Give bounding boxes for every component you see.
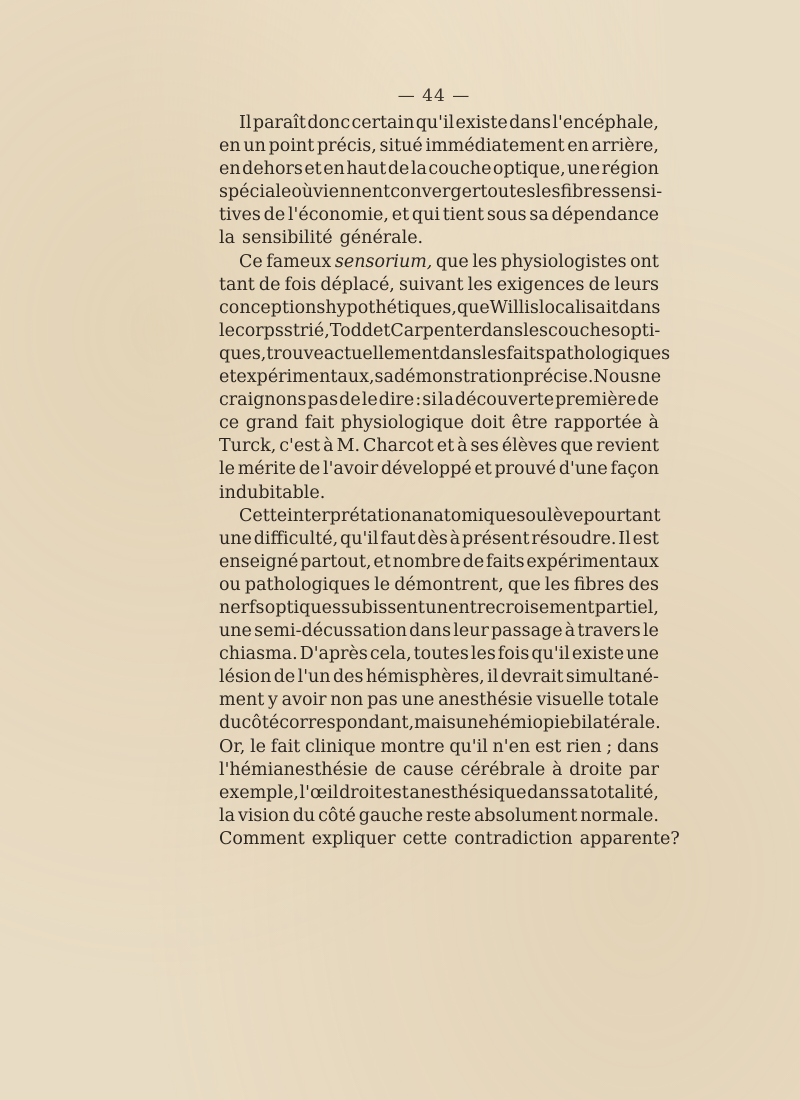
text-line: exemple, l'œil droit est anesthésique dans sa totalité, <box>219 782 659 803</box>
text-line: une difficulté, qu'il faut dès à présent résoudre. Il est <box>219 528 659 549</box>
text-line: nerfs optiques subissent un entrecroisement partiel, <box>219 597 659 618</box>
text-line: le mérite de l'avoir développé et prouvé d'une façon <box>219 459 659 480</box>
text-line: ment y avoir non pas une anesthésie visuelle totale <box>219 690 659 711</box>
text-line: craignons pas de le dire : si la découverte première de <box>219 390 659 411</box>
text-line: Ce fameux sensorium, que les physiologistes ont <box>239 251 659 272</box>
body-text <box>219 112 680 851</box>
text-line: en un point précis, situé immédiatement en arrière, <box>219 136 659 157</box>
text-line: lésion de l'un des hémisphères, il devrait simultané- <box>219 667 659 688</box>
text-line: ce grand fait physiologique doit être rapportée à <box>219 413 659 434</box>
text-line: le corps strié, Todd et Carpenter dans les couches opti- <box>219 320 661 341</box>
paragraph <box>219 251 671 505</box>
text-line: Cette interprétation anatomique soulève pourtant <box>239 505 661 526</box>
text-line: chiasma. D'après cela, toutes les fois qu'il existe une <box>219 644 659 665</box>
text-line: une semi-décussation dans leur passage à travers le <box>219 621 659 642</box>
text-line: Turck, c'est à M. Charcot et à ses élèves que revient <box>219 436 659 457</box>
text-line: la vision du côté gauche reste absolument normale. <box>219 805 659 826</box>
text-line: Comment expliquer cette contradiction apparente? <box>219 828 680 849</box>
text-line: Or, le fait clinique montre qu'il n'en est rien ; dans <box>219 736 659 757</box>
text-line: l'hémianesthésie de cause cérébrale à droite par <box>219 759 659 780</box>
text-line: tives de l'économie, et qui tient sous sa dépendance <box>219 205 659 226</box>
paragraph <box>219 112 663 251</box>
text-line: Il paraît donc certain qu'il existe dans l'encéphale, <box>239 113 659 133</box>
page-number: — 44 — <box>397 86 471 106</box>
paragraph <box>219 505 680 851</box>
text-line: en dehors et en haut de la couche optique, une région <box>219 159 659 180</box>
text-line: la sensibilité générale. <box>219 228 424 249</box>
text-line: ques, trouve actuellement dans les faits pathologiques <box>219 343 671 364</box>
text-line: indubitable. <box>219 482 326 503</box>
text-line: et expérimentaux, sa démonstration précise. Nous ne <box>219 367 662 388</box>
text-line: enseigné partout, et nombre de faits expérimentaux <box>219 551 659 572</box>
text-line: ou pathologiques le démontrent, que les fibres des <box>219 574 659 595</box>
text-line: spéciale où viennent converger toutesles fibres sensi- <box>219 182 663 203</box>
text-line: tant de fois déplacé, suivant les exigences de leurs <box>219 274 659 295</box>
text-line: du côté correspondant, mais une hémiopie bilatérale. <box>219 713 661 734</box>
text-line: conceptions hypothétiques, que Willis localisait dans <box>219 297 661 318</box>
